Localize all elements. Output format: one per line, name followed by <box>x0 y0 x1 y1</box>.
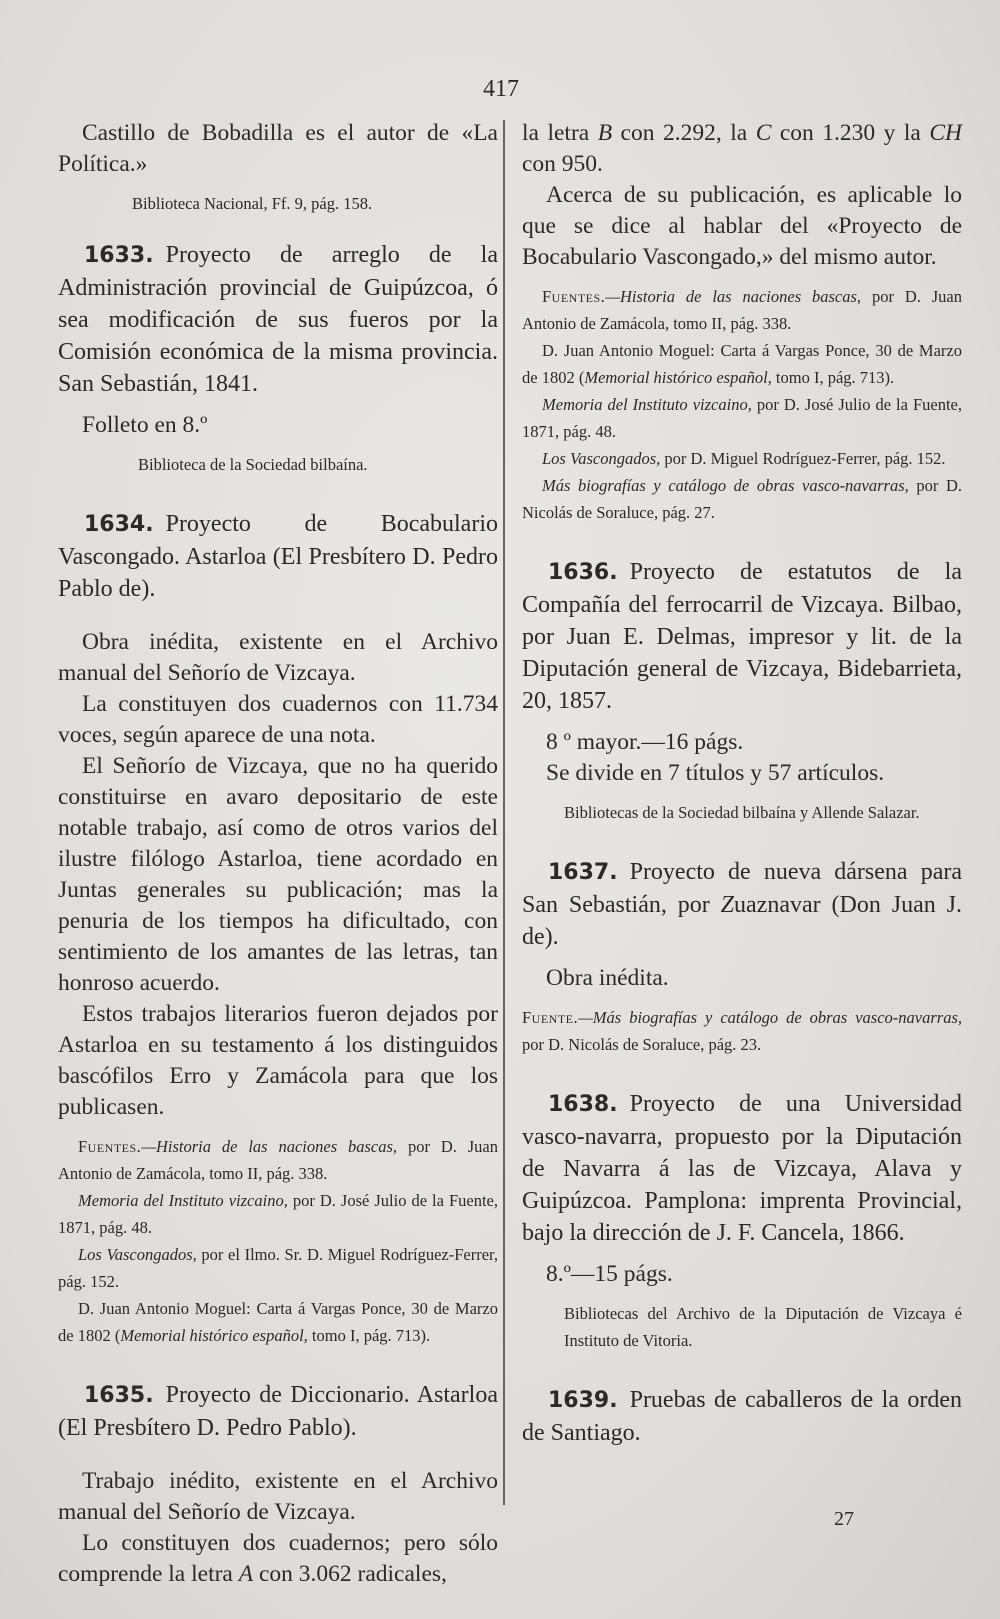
source-title: Los Vascongados, <box>542 449 661 468</box>
entry-title-text: Proyecto de Bocabulario Vascongado. Astarloa (El Presbítero D. Pedro Pablo de). <box>58 511 498 602</box>
source-detail: por D. José Julio de la Fuente, 1871, pág. 48. <box>58 1191 499 1237</box>
entry-1634-title <box>58 508 498 605</box>
text-run: con 2.292, la <box>612 120 756 146</box>
entry-number: 1638. <box>548 1092 618 1117</box>
entry-1634-source-4 <box>58 1295 498 1349</box>
intro-text: Castillo de Bobadilla es el autor de «La Política.» <box>58 120 498 177</box>
entry-title-text: Proyecto de una Universidad vasco-navarra, propuesto por la Diputación de Navarra á las de Vizcaya, Alava y Guipúzcoa. Pamplona: imprenta Provincial, bajo la dirección de J. F. Cancela, 1866. <box>522 1091 962 1246</box>
left-column <box>58 118 498 1590</box>
right-source-3 <box>522 391 962 445</box>
continuation-paragraph-2: Acerca de su publicación, es aplicable lo que se dice al hablar del «Proyecto de Bocabulario Vascongado,» del mismo autor. <box>522 182 962 270</box>
signature-mark: 27 <box>834 1508 854 1530</box>
entry-number: 1637. <box>548 860 618 885</box>
entry-1636-paragraph: Se divide en 7 títulos y 57 artículos. <box>546 760 885 786</box>
source-title: —Más biografías y catálogo de obras vasco-navarras, <box>578 1008 962 1027</box>
right-source-2 <box>522 337 962 391</box>
source-detail: por D. Nicolás de Soraluce, pág. 27. <box>522 476 962 522</box>
fuentes-label: Fuentes. <box>78 1137 142 1156</box>
source-title: Memoria del Instituto vizcaino, <box>78 1191 288 1210</box>
entry-1636-library: Bibliotecas de la Sociedad bilbaína y Allende Salazar. <box>564 803 920 822</box>
source-title: Memorial histórico español, <box>120 1326 308 1345</box>
source-detail: por D. José Julio de la Fuente, 1871, pág. 48. <box>522 395 963 441</box>
entry-1638-format: 8.º—15 págs. <box>546 1261 673 1287</box>
letter-ch: CH <box>929 120 963 146</box>
entry-1633-title <box>58 239 498 400</box>
entry-1634-paragraph-2: La constituyen dos cuadernos con 11.734 voces, según aparece de una nota. <box>58 691 498 748</box>
continuation-text <box>522 118 962 180</box>
text-run: la letra <box>522 120 598 146</box>
text-run: con 950. <box>522 151 603 177</box>
letter-c: C <box>755 120 772 146</box>
entry-number: 1639. <box>548 1388 618 1413</box>
entry-title-text: Proyecto de Diccionario. Astarloa (El Presbítero D. Pedro Pablo). <box>58 1382 498 1441</box>
entry-1639-title <box>522 1384 962 1449</box>
entry-title-text: uaznavar (Don Juan J. de). <box>522 892 962 950</box>
entry-1634-source-1 <box>58 1133 498 1187</box>
entry-title-text: Pruebas de caballeros de la orden de Santiago. <box>522 1387 962 1446</box>
entry-1635-paragraph-1: Trabajo inédito, existente en el Archivo manual del Señorío de Vizcaya. <box>58 1468 498 1525</box>
entry-1634-source-3 <box>58 1241 498 1295</box>
text-run: con 3.062 radicales, <box>253 1561 447 1587</box>
source-detail: por D. Miguel Rodríguez-Ferrer, pág. 152. <box>660 449 946 468</box>
source-title: Memorial histórico español, <box>584 368 772 387</box>
intro-source: Biblioteca Nacional, Ff. 9, pág. 158. <box>132 194 373 213</box>
entry-1634-paragraph-3: El Señorío de Vizcaya, que no ha querido constituirse en avaro depositario de este notable trabajo, así como de otros varios del ilustre filólogo Astarloa, tiene acordado en Juntas generales su publicación; mas la penuria de los tiempos ha dificultado, con sentimiento de los amantes de las letras, tan honroso acuerdo. <box>58 753 498 996</box>
right-source-1 <box>522 283 962 337</box>
entry-1633-library: Biblioteca de la Sociedad bilbaína. <box>138 455 368 474</box>
right-source-5 <box>522 472 962 526</box>
letter-a: A <box>238 1561 254 1587</box>
letter-b: B <box>597 120 613 146</box>
entry-1636-format: 8 º mayor.—16 págs. <box>546 729 744 755</box>
letter-z: Z <box>720 892 735 918</box>
entry-title-text: Proyecto de estatutos de la Compañía del ferrocarril de Vizcaya. Bilbao, por Juan E. Delmas, impresor y lit. de la Diputación general de Vizcaya, Bidebarrieta, 20, 1857. <box>522 559 962 714</box>
source-title: Memoria del Instituto vizcaino, <box>542 395 752 414</box>
entry-1634-source-2 <box>58 1187 498 1241</box>
entry-1634-paragraph-4: Estos trabajos literarios fueron dejados por Astarloa en su testamento á los distinguidos bascófilos Erro y Zamácola para que los publicasen. <box>58 1001 498 1120</box>
source-detail: D. Juan Antonio Moguel: Carta á Vargas Ponce, 30 de Marzo de 1802 ( <box>58 1299 498 1345</box>
source-detail: D. Juan Antonio Moguel: Carta á Vargas Ponce, 30 de Marzo de 1802 ( <box>522 341 962 387</box>
entry-1638-library: Bibliotecas del Archivo de la Diputación de Vizcaya é Instituto de Vitoria. <box>564 1304 962 1350</box>
entry-1637-paragraph: Obra inédita. <box>546 965 669 991</box>
source-title: Los Vascongados, <box>78 1245 197 1264</box>
source-detail: por D. Juan Antonio de Zamácola, tomo II, pág. 338. <box>522 287 962 333</box>
source-detail: por el Ilmo. Sr. D. Miguel Rodríguez-Ferrer, pág. 152. <box>58 1245 499 1291</box>
entry-number: 1633. <box>84 243 154 268</box>
entry-number: 1634. <box>84 512 154 537</box>
source-detail: tomo I, pág. 713). <box>307 1326 431 1345</box>
entry-1636-title <box>522 556 962 717</box>
column-divider <box>503 120 505 1505</box>
source-title: —Historia de las naciones bascas, <box>605 287 862 306</box>
entry-1635-paragraph-2 <box>58 1528 498 1590</box>
text-run: con 1.230 y la <box>771 120 930 146</box>
right-column <box>522 118 962 1449</box>
entry-1633-format: Folleto en 8.º <box>82 412 208 438</box>
entry-number: 1635. <box>84 1383 154 1408</box>
entry-1634-paragraph-1: Obra inédita, existente en el Archivo manual del Señorío de Vizcaya. <box>58 629 498 686</box>
page-number: 417 <box>483 76 519 102</box>
right-source-4 <box>522 445 962 472</box>
source-title: Más biografías y catálogo de obras vasco-navarras, <box>542 476 909 495</box>
entry-title-text: Proyecto de arreglo de la Administración provincial de Guipúzcoa, ó sea modificación de sus fueros por la Comisión económica de la misma provincia. San Sebastián, 1841. <box>58 242 498 397</box>
fuentes-label: Fuentes. <box>542 287 606 306</box>
entry-number: 1636. <box>548 560 618 585</box>
source-title: —Historia de las naciones bascas, <box>141 1137 398 1156</box>
fuente-label: Fuente. <box>522 1008 579 1027</box>
entry-title-text: Proyecto de nueva dársena para San Sebastián, por <box>522 859 962 918</box>
entry-1638-title <box>522 1088 962 1249</box>
entry-1637-title <box>522 856 962 953</box>
source-detail: tomo I, pág. 713). <box>771 368 895 387</box>
entry-1637-source <box>522 1004 962 1058</box>
text-run: Lo constituyen dos cuadernos; pero sólo comprende la letra <box>58 1530 498 1587</box>
source-detail: por D. Juan Antonio de Zamácola, tomo II, pág. 338. <box>58 1137 498 1183</box>
source-detail: por D. Nicolás de Soraluce, pág. 23. <box>522 1035 762 1054</box>
entry-1635-title <box>58 1379 498 1444</box>
